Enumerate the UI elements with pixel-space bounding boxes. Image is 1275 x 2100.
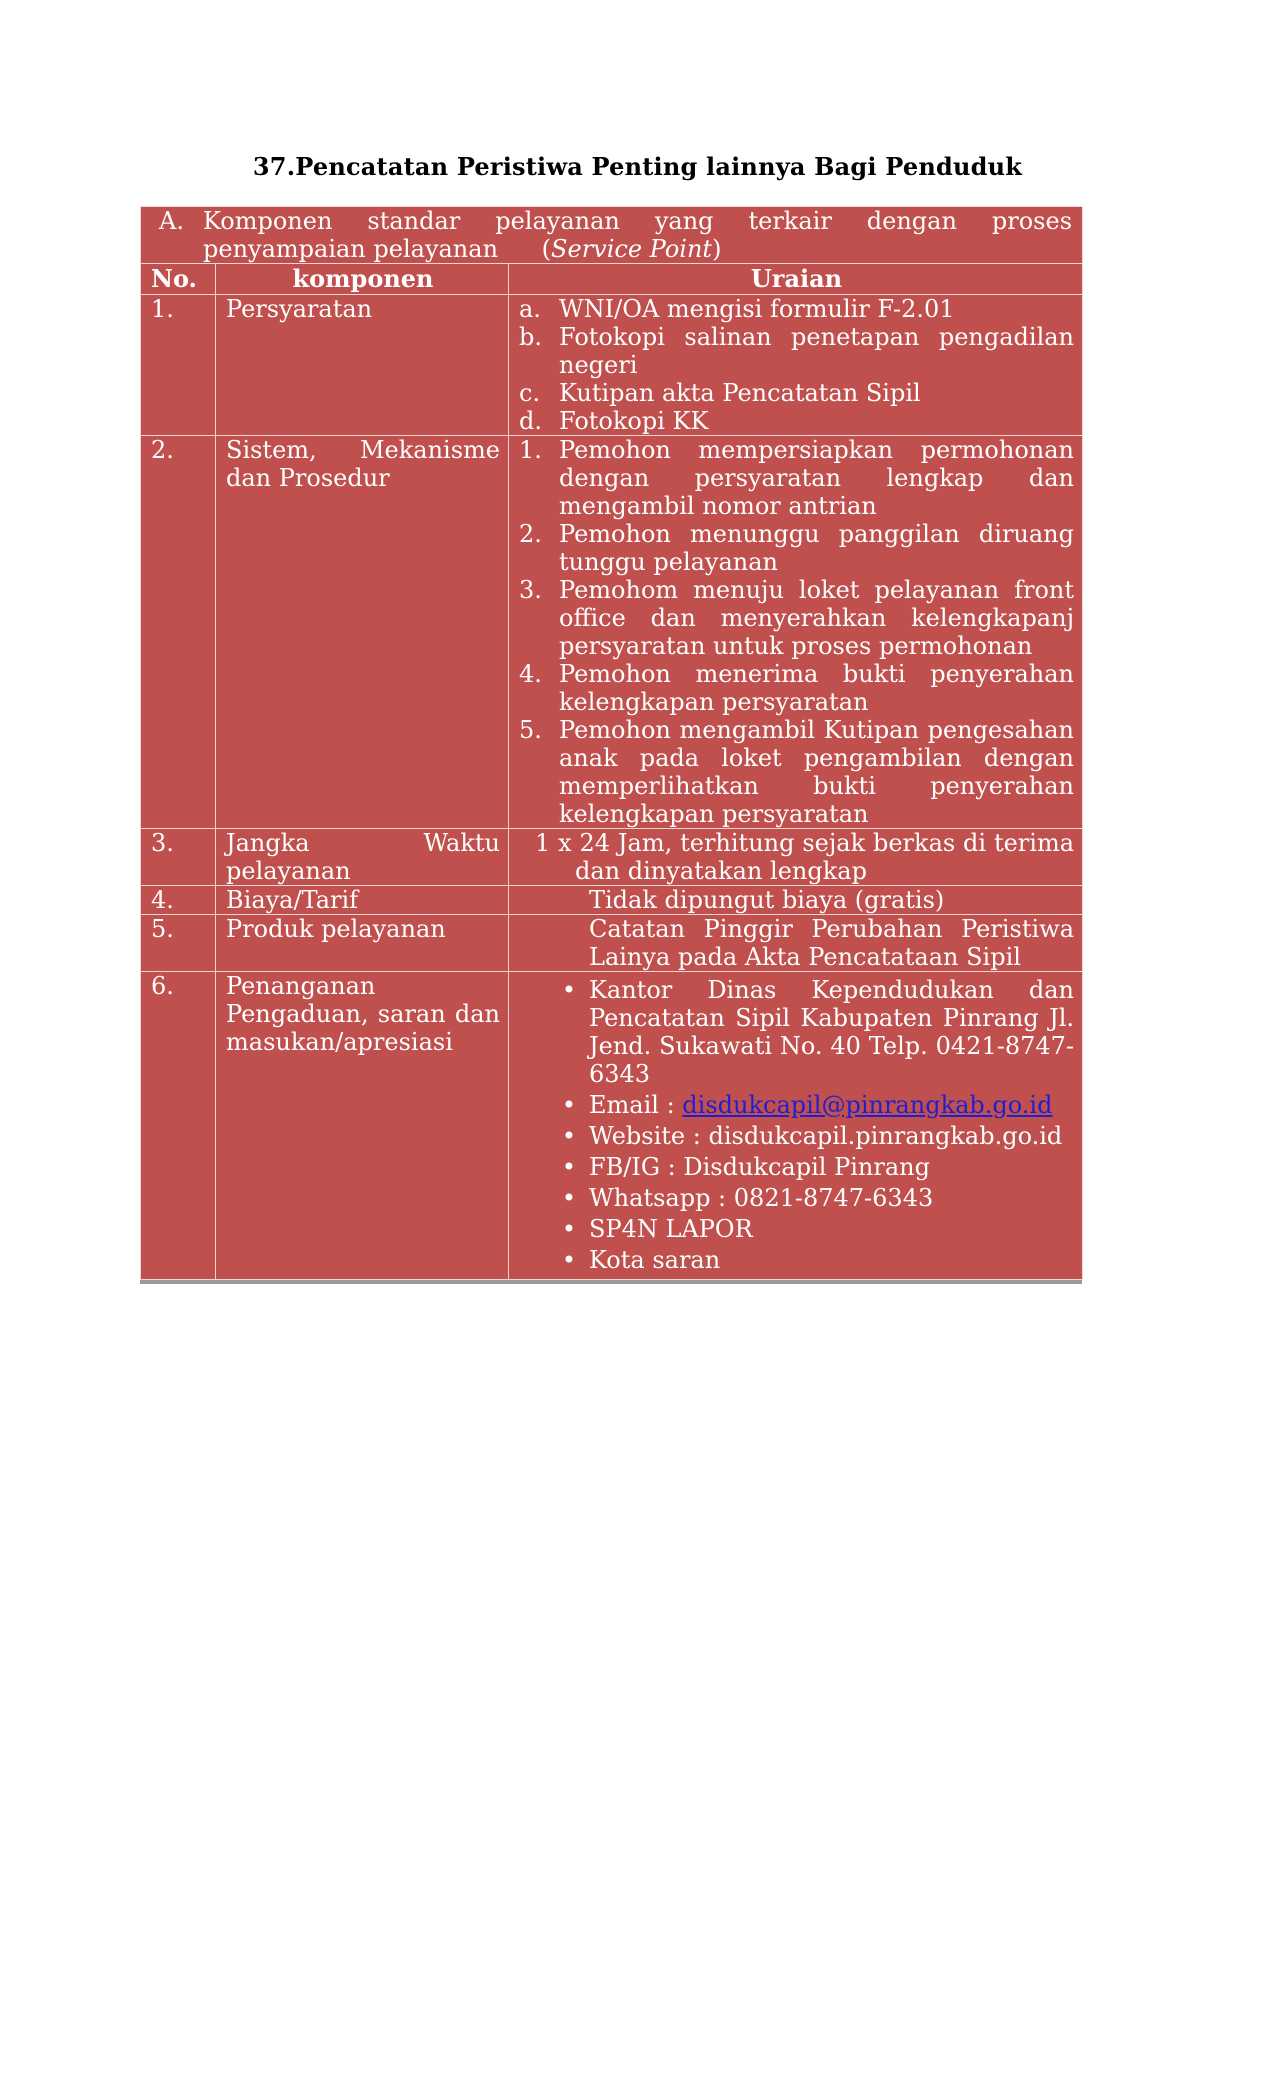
list-item: • Email : disdukcapil@pinrangkab.go.id (549, 1091, 1074, 1119)
row-uraian (509, 886, 1083, 915)
row-uraian (509, 915, 1083, 972)
row-uraian (509, 829, 1083, 886)
section-heading-row (141, 207, 1083, 264)
section-label: A. (159, 207, 184, 235)
header-uraian: Uraian (509, 264, 1083, 295)
row-komponen: Persyaratan (216, 295, 509, 436)
list-item: 5. Pemohon mengambil Kutipan pengesahan anak pada loket pengambilan dengan memperlihatkan bukti penyerahan kelengkapan persyaratan (519, 716, 1075, 828)
row-komponen: Sistem, Mekanisme dan Prosedur (216, 436, 509, 829)
procedure-list (519, 436, 1074, 828)
service-standard-table-container (140, 206, 1082, 1284)
list-item: • Kantor Dinas Kependudukan dan Pencatatan Sipil Kabupaten Pinrang Jl. Jend. Sukawati No. 40 Telp. 0421-8747-6343 (549, 976, 1074, 1088)
row-komponen: Biaya/Tarif (216, 886, 509, 915)
list-item: • Kota saran (549, 1246, 1074, 1274)
bullet-icon: • (561, 1122, 577, 1150)
list-item: b. Fotokopi salinan penetapan pengadilan negeri (519, 323, 1075, 379)
product-text: Catatan Pinggir Perubahan Peristiwa Lainya pada Akta Pencatataan Sipil (589, 915, 1075, 971)
list-item: 2. Pemohon menunggu panggilan diruang tunggu pelayanan (519, 520, 1075, 576)
page-title: 37.Pencatatan Peristiwa Penting lainnya Bagi Penduduk (252, 152, 1023, 181)
fee-text: Tidak dipungut biaya (gratis) (589, 886, 945, 914)
list-item: • Website : disdukcapil.pinrangkab.go.id (549, 1122, 1074, 1150)
list-item: 1. Pemohon mempersiapkan permohonan dengan persyaratan lengkap dan mengambil nomor antrian (519, 436, 1075, 520)
bullet-icon: • (561, 1215, 577, 1243)
bullet-icon: • (561, 1246, 577, 1274)
bullet-icon: • (561, 1153, 577, 1181)
bullet-icon: • (561, 976, 577, 1004)
table-row (141, 915, 1083, 972)
table-row (141, 436, 1083, 829)
table-row (141, 886, 1083, 915)
header-no: No. (141, 264, 216, 295)
table-row (141, 829, 1083, 886)
table-header-row (141, 264, 1083, 295)
list-item: • SP4N LAPOR (549, 1215, 1074, 1243)
list-item: 3. Pemohom menuju loket pelayanan front office dan menyerahkan kelengkapanj persyaratan untuk proses permohonan (519, 576, 1075, 660)
row-no: 2. (141, 436, 216, 829)
table-row (141, 972, 1083, 1280)
row-uraian (509, 295, 1083, 436)
contact-list (519, 976, 1074, 1274)
list-item: a. WNI/OA mengisi formulir F-2.01 (519, 295, 955, 323)
list-item: 4. Pemohon menerima bukti penyerahan kelengkapan persyaratan (519, 660, 1075, 716)
list-item: • FB/IG : Disdukcapil Pinrang (549, 1153, 1074, 1181)
header-komponen: komponen (216, 264, 509, 295)
section-heading (153, 207, 1072, 263)
row-no: 6. (141, 972, 216, 1280)
row-komponen: Produk pelayanan (216, 915, 509, 972)
section-heading-cell (141, 207, 1083, 264)
row-uraian (509, 972, 1083, 1280)
service-standard-table (140, 206, 1083, 1280)
section-italic-text: Service Point (551, 235, 713, 263)
row-komponen: Jangka Waktu pelayanan (216, 829, 509, 886)
list-item: • Whatsapp : 0821-8747-6343 (549, 1184, 1074, 1212)
list-item: d. Fotokopi KK (519, 407, 709, 435)
bullet-icon: • (561, 1091, 577, 1119)
row-no: 1. (141, 295, 216, 436)
row-no: 5. (141, 915, 216, 972)
duration-text: 1 x 24 Jam, terhitung sejak berkas di terima dan dinyatakan lengkap (535, 829, 1075, 885)
row-komponen: Penanganan Pengaduan, saran dan masukan/apresiasi (216, 972, 509, 1280)
requirements-list (519, 295, 1074, 435)
email-link[interactable]: disdukcapil@pinrangkab.go.id (682, 1091, 1053, 1119)
row-uraian (509, 436, 1083, 829)
section-text: Komponen standar pelayanan yang terkair dengan proses penyampaian pelayanan (Service Point) (203, 207, 1073, 263)
row-no: 3. (141, 829, 216, 886)
row-no: 4. (141, 886, 216, 915)
bullet-icon: • (561, 1184, 577, 1212)
table-row (141, 295, 1083, 436)
list-item: c. Kutipan akta Pencatatan Sipil (519, 379, 921, 407)
